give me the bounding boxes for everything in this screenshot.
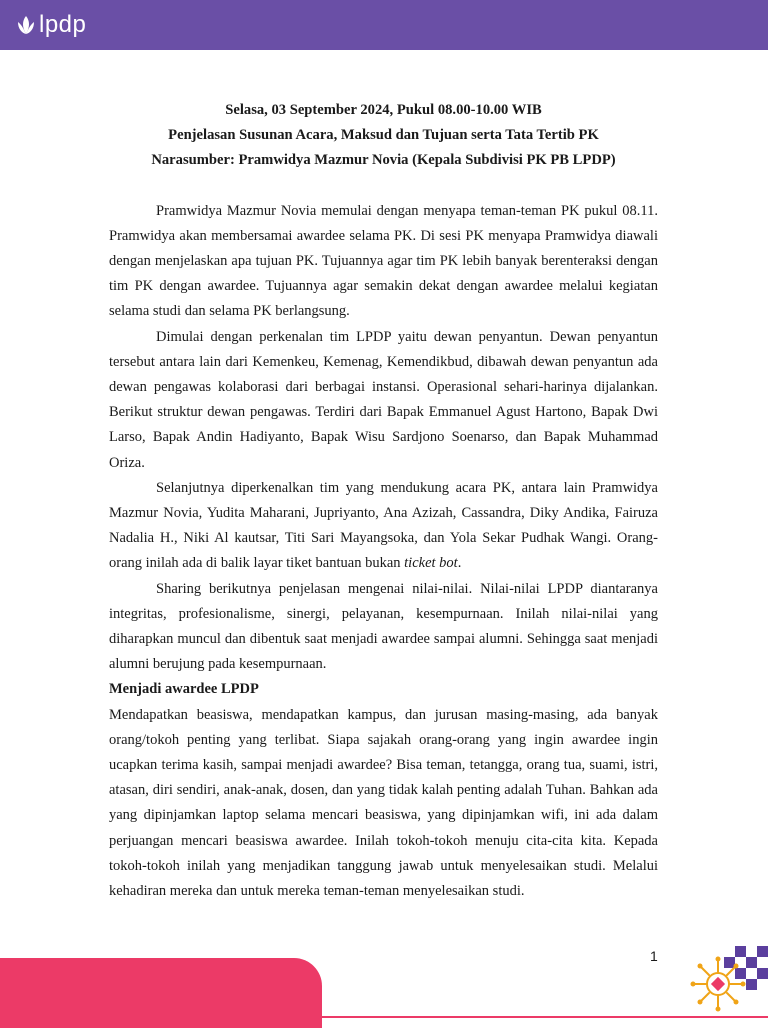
paragraph-4: Sharing berikutnya penjelasan mengenai nilai-nilai. Nilai-nilai LPDP diantaranya integritas, profesionalisme, sinergi, pelayanan, kesempurnaan. Inilah nilai-nilai yang diharapkan muncul dan dibentuk saat menjadi awardee sampai alumni. Sehingga saat menjadi alumni berujung pada kesempurnaan. [109, 580, 658, 673]
document-body [109, 98, 658, 904]
paragraph-3-end: . [457, 555, 462, 572]
doc-date-heading: Selasa, 03 September 2024, Pukul 08.00-10.00 WIB [225, 102, 542, 118]
doc-title-heading: Penjelasan Susunan Acara, Maksud dan Tujuan serta Tata Tertib PK [168, 127, 599, 144]
section-subheading: Menjadi awardee LPDP [109, 681, 259, 698]
paragraph-3-italic: ticket bot [404, 555, 458, 572]
sun-emblem-icon [688, 954, 748, 1014]
logo-text: lpdp [39, 11, 87, 38]
footer-pink-bar [0, 958, 322, 1028]
page-number: 1 [650, 948, 658, 964]
paragraph-5: Mendapatkan beasiswa, mendapatkan kampus, dan jurusan masing-masing, ada banyak orang/tokoh penting yang terlibat. Siapa sajakah orang-orang yang ingin awardee ingin ucapkan terima kasih, sampai menjadi awardee? Bisa teman, tetangga, orang tua, suami, istri, atasan, diri sendiri, anak-anak, dosen, dan yang tidak kalah penting adalah Tuhan. Bahkan ada yang dipinjamkan laptop selama mencari beasiswa, yang dipinjamkan wifi, ini ada dalam perjuangan mencari beasiswa awardee. Inilah tokoh-tokoh menuju cita-cita kita. Kepada tokoh-tokoh inilah yang menjadikan tanggung jawab untuk menyelesaikan studi. Melalui kehadiran mereka dan untuk mereka teman-teman menyelesaikan studi. [109, 706, 658, 900]
lpdp-leaf-icon [16, 13, 36, 37]
doc-speaker-heading: Narasumber: Pramwidya Mazmur Novia (Kepala Subdivisi PK PB LPDP) [151, 152, 616, 169]
header-bar [0, 0, 768, 50]
paragraph-2: Dimulai dengan perkenalan tim LPDP yaitu dewan penyantun. Dewan penyantun tersebut antara lain dari Kemenkeu, Kemenag, Kemendikbud, dibawah dewan penyantun ada dewan pengawas kolaborasi dari berbagai instansi. Operasional sehari-harinya dijalankan. Berikut struktur dewan pengawas. Terdiri dari Bapak Emmanuel Agust Hartono, Bapak Dwi Larso, Bapak Andin Hadiyanto, Bapak Wisu Sardjono Soenarso, dan Bapak Muhammad Oriza. [109, 328, 658, 471]
paragraph-1: Pramwidya Mazmur Novia memulai dengan menyapa teman-teman PK pukul 08.11. Pramwidya akan membersamai awardee selama PK. Di sesi PK menyapa Pramwidya diawali dengan menjelaskan apa tujuan PK. Tujuannya agar tim PK lebih banyak berenteraksi dengan tim PK dengan awardee. Tujuannya agar semakin dekat dengan awardee melalui kegiatan selama studi dan selama PK berlangsung. [109, 202, 658, 320]
footer-line [322, 1016, 768, 1018]
paragraph-3-text: Selanjutnya diperkenalkan tim yang mendukung acara PK, antara lain Pramwidya Mazmur Novia, Yudita Maharani, Jupriyanto, Ana Azizah, Cassandra, Diky Andika, Fairuza Nadalia H., Niki Al kautsar, Titi Sari Mayangsoka, dan Yola Sekar Pudhak Wangi. Orang-orang inilah ada di balik layar tiket bantuan bukan [109, 479, 658, 572]
paragraph-3 [109, 476, 658, 577]
lpdp-logo[interactable] [16, 11, 86, 39]
